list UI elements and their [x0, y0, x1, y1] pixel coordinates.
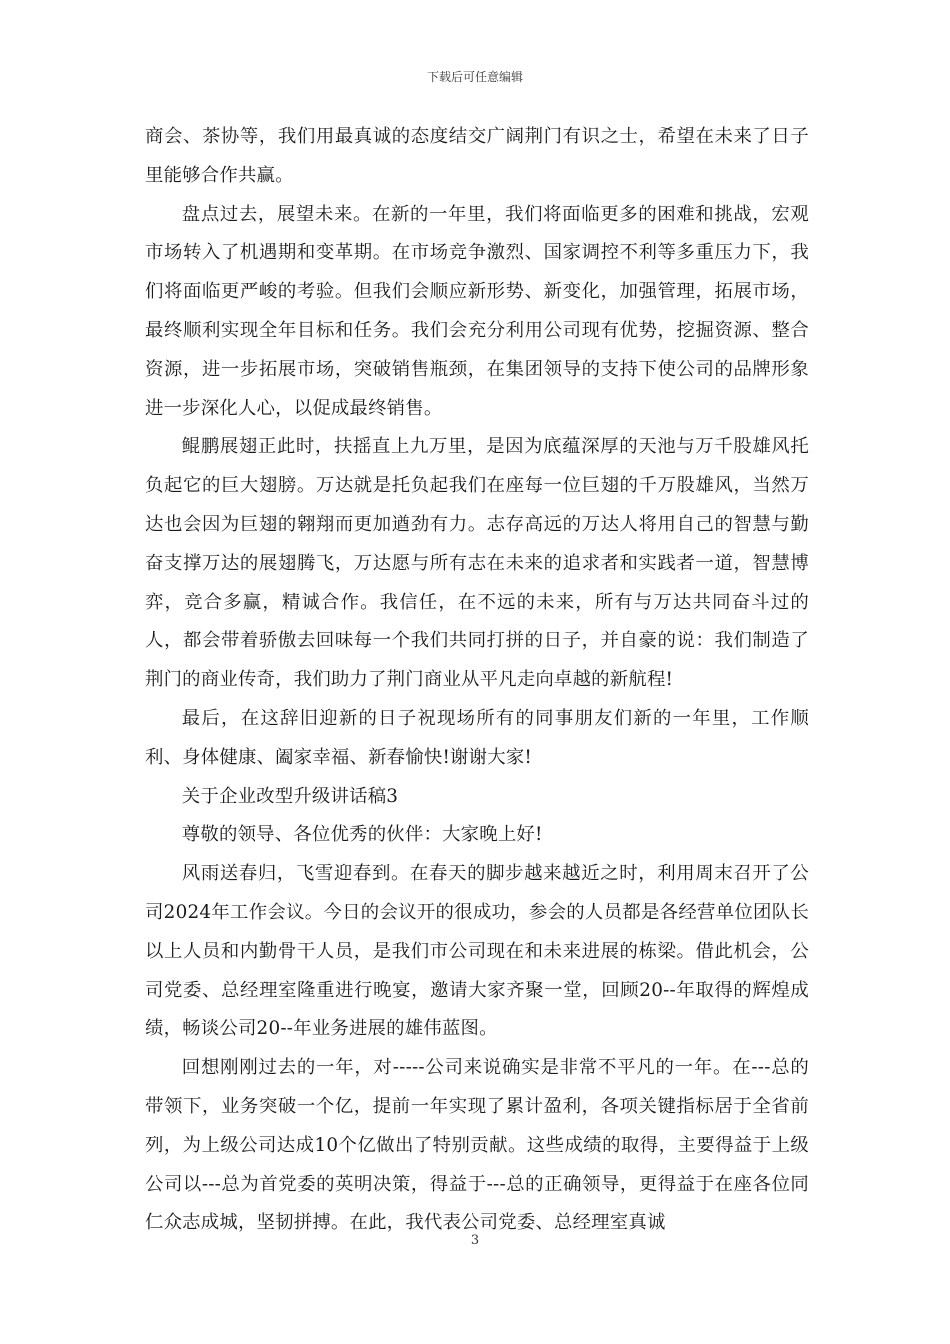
paragraph-meeting: 风雨送春归，飞雪迎春到。在春天的脚步越来越近之时，利用周末召开了公司2024年工作会议。今日的会议开的很成功，参会的人员都是各经营单位团队长以上人员和内勤骨干人员，是我们市公司现在和未来进展的栋梁。借此机会，公司党委、总经理室隆重进行晚宴，邀请大家齐聚一堂，回顾20--年取得的辉煌成绩，畅谈公司20--年业务进展的雄伟蓝图。: [145, 863, 809, 1040]
page-number: 3: [470, 1233, 480, 1248]
paragraph-continued: 商会、茶协等，我们用最真诚的态度结交广阔荆门有识之士，希望在未来了日子里能够合作共赢。: [145, 126, 809, 186]
paragraph-review-outlook: 盘点过去，展望未来。在新的一年里，我们将面临更多的困难和挑战，宏观市场转入了机遇期和变革期。在市场竞争激烈、国家调控不利等多重压力下，我们将面临更严峻的考验。但我们会顺应新形势、新变化，加强管理，拓展市场，最终顺利实现全年目标和任务。我们会充分利用公司现有优势，挖掘资源、整合资源，进一步拓展市场，突破销售瓶颈，在集团领导的支持下使公司的品牌形象进一步深化人心，以促成最终销售。: [145, 203, 809, 419]
page-header: 下载后可任意编辑: [426, 70, 523, 84]
document-body: [145, 118, 809, 1243]
section-heading: 关于企业改型升级讲话稿3: [181, 785, 399, 807]
salutation: 尊敬的领导、各位优秀的伙伴：大家晚上好!: [181, 824, 543, 846]
paragraph-closing-wishes: 最后，在这辞旧迎新的日子祝现场所有的同事朋友们新的一年里，工作顺利、身体健康、阖家幸福、新春愉快!谢谢大家!: [145, 707, 809, 768]
paragraph-wanda-vision: 鲲鹏展翅正此时，扶摇直上九万里，是因为底蕴深厚的天池与万千股雄风托负起它的巨大翅膀。万达就是托负起我们在座每一位巨翅的千万股雄风，当然万达也会因为巨翅的翱翔而更加遒劲有力。志存高远的万达人将用自己的智慧与勤奋支撑万达的展翅腾飞，万达愿与所有志在未来的追求者和实践者一道，智慧博弈，竞合多赢，精诚合作。我信任，在不远的未来，所有与万达共同奋斗过的人，都会带着骄傲去回味每一个我们共同打拼的日子，并自豪的说：我们制造了荆门的商业传奇，我们助力了荆门商业从平凡走向卓越的新航程!: [145, 436, 809, 691]
paragraph-past-year: 回想刚刚过去的一年，对-----公司来说确实是非常不平凡的一年。在---总的带领下，业务突破一个亿，提前一年实现了累计盈利，各项关键指标居于全省前列，为上级公司达成10个亿做出了特别贡献。这些成绩的取得，主要得益于上级公司以---总为首党委的英明决策，得益于---总的正确领导，更得益于在座各位同仁众志成城，坚韧拼搏。在此，我代表公司党委、总经理室真诚: [145, 1057, 809, 1234]
